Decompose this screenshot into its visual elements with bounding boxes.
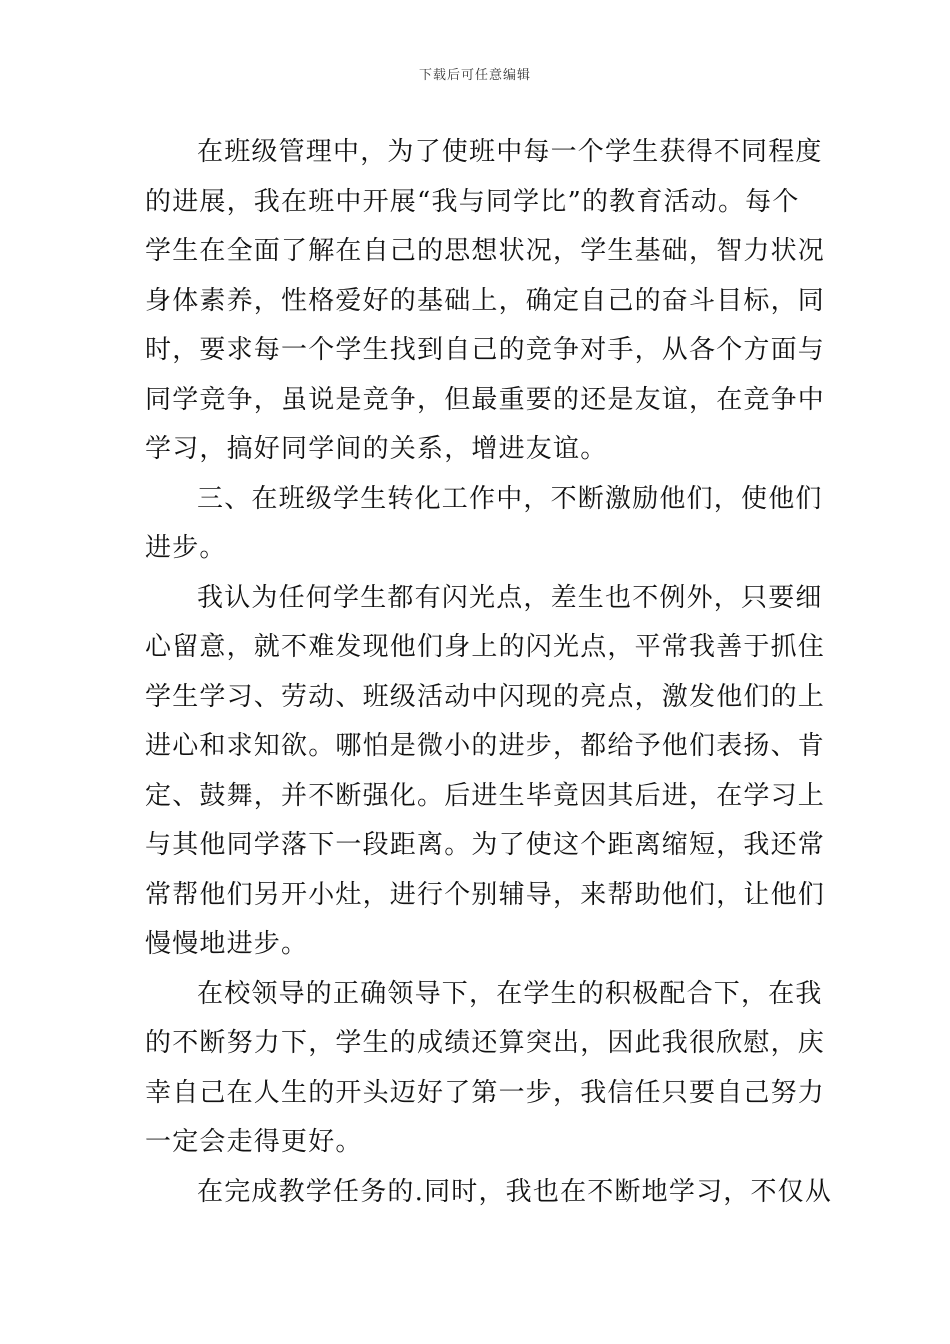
text-line: 学生学习、劳动、班级活动中闪现的亮点，激发他们的上	[145, 681, 826, 712]
text-line: 慢慢地进步。	[145, 929, 309, 959]
text-line: 时，要求每一个学生找到自己的竞争对手，从各个方面与	[145, 335, 826, 365]
text-line: 进步。	[145, 533, 227, 563]
text-line: 心留意，就不难发现他们身上的闪光点，平常我善于抓住	[145, 632, 826, 662]
text-line: 身体素养，性格爱好的基础上，确定自己的奋斗目标，同	[145, 285, 826, 316]
text-line: 的不断努力下，学生的成绩还算突出，因此我很欣慰，庆	[145, 1028, 826, 1058]
text-line: 三、在班级学生转化工作中，不断激励他们，使他们	[197, 483, 823, 514]
text-line: 同学竞争，虽说是竞争，但最重要的还是友谊，在竞争中	[145, 384, 826, 415]
text-line: 与其他同学落下一段距离。为了使这个距离缩短，我还常	[145, 830, 826, 860]
text-line: 一定会走得更好。	[145, 1127, 363, 1157]
body-text	[145, 128, 833, 1217]
text-line: 在完成教学任务的.同时，我也在不断地学习，不仅从	[197, 1176, 833, 1207]
text-line: 进心和求知欲。哪怕是微小的进步，都给予他们表扬、肯	[145, 731, 826, 761]
text-line: 定、鼓舞，并不断强化。后进生毕竟因其后进，在学习上	[145, 780, 826, 811]
text-line: 幸自己在人生的开头迈好了第一步，我信任只要自己努力	[145, 1077, 826, 1108]
text-line: 常帮他们另开小灶，进行个别辅导，来帮助他们，让他们	[145, 879, 826, 910]
text-line: 的进展，我在班中开展“我与同学比”的教育活动。每个	[145, 186, 800, 217]
text-line: 学生在全面了解在自己的思想状况，学生基础，智力状况	[145, 236, 826, 266]
text-line: 我认为任何学生都有闪光点，差生也不例外，只要细	[197, 582, 823, 613]
header-note: 下载后可任意编辑	[418, 68, 531, 83]
text-line: 在班级管理中，为了使班中每一个学生获得不同程度	[197, 137, 823, 167]
text-line: 在校领导的正确领导下，在学生的积极配合下，在我	[197, 978, 823, 1009]
text-line: 学习，搞好同学间的关系，增进友谊。	[145, 434, 608, 464]
